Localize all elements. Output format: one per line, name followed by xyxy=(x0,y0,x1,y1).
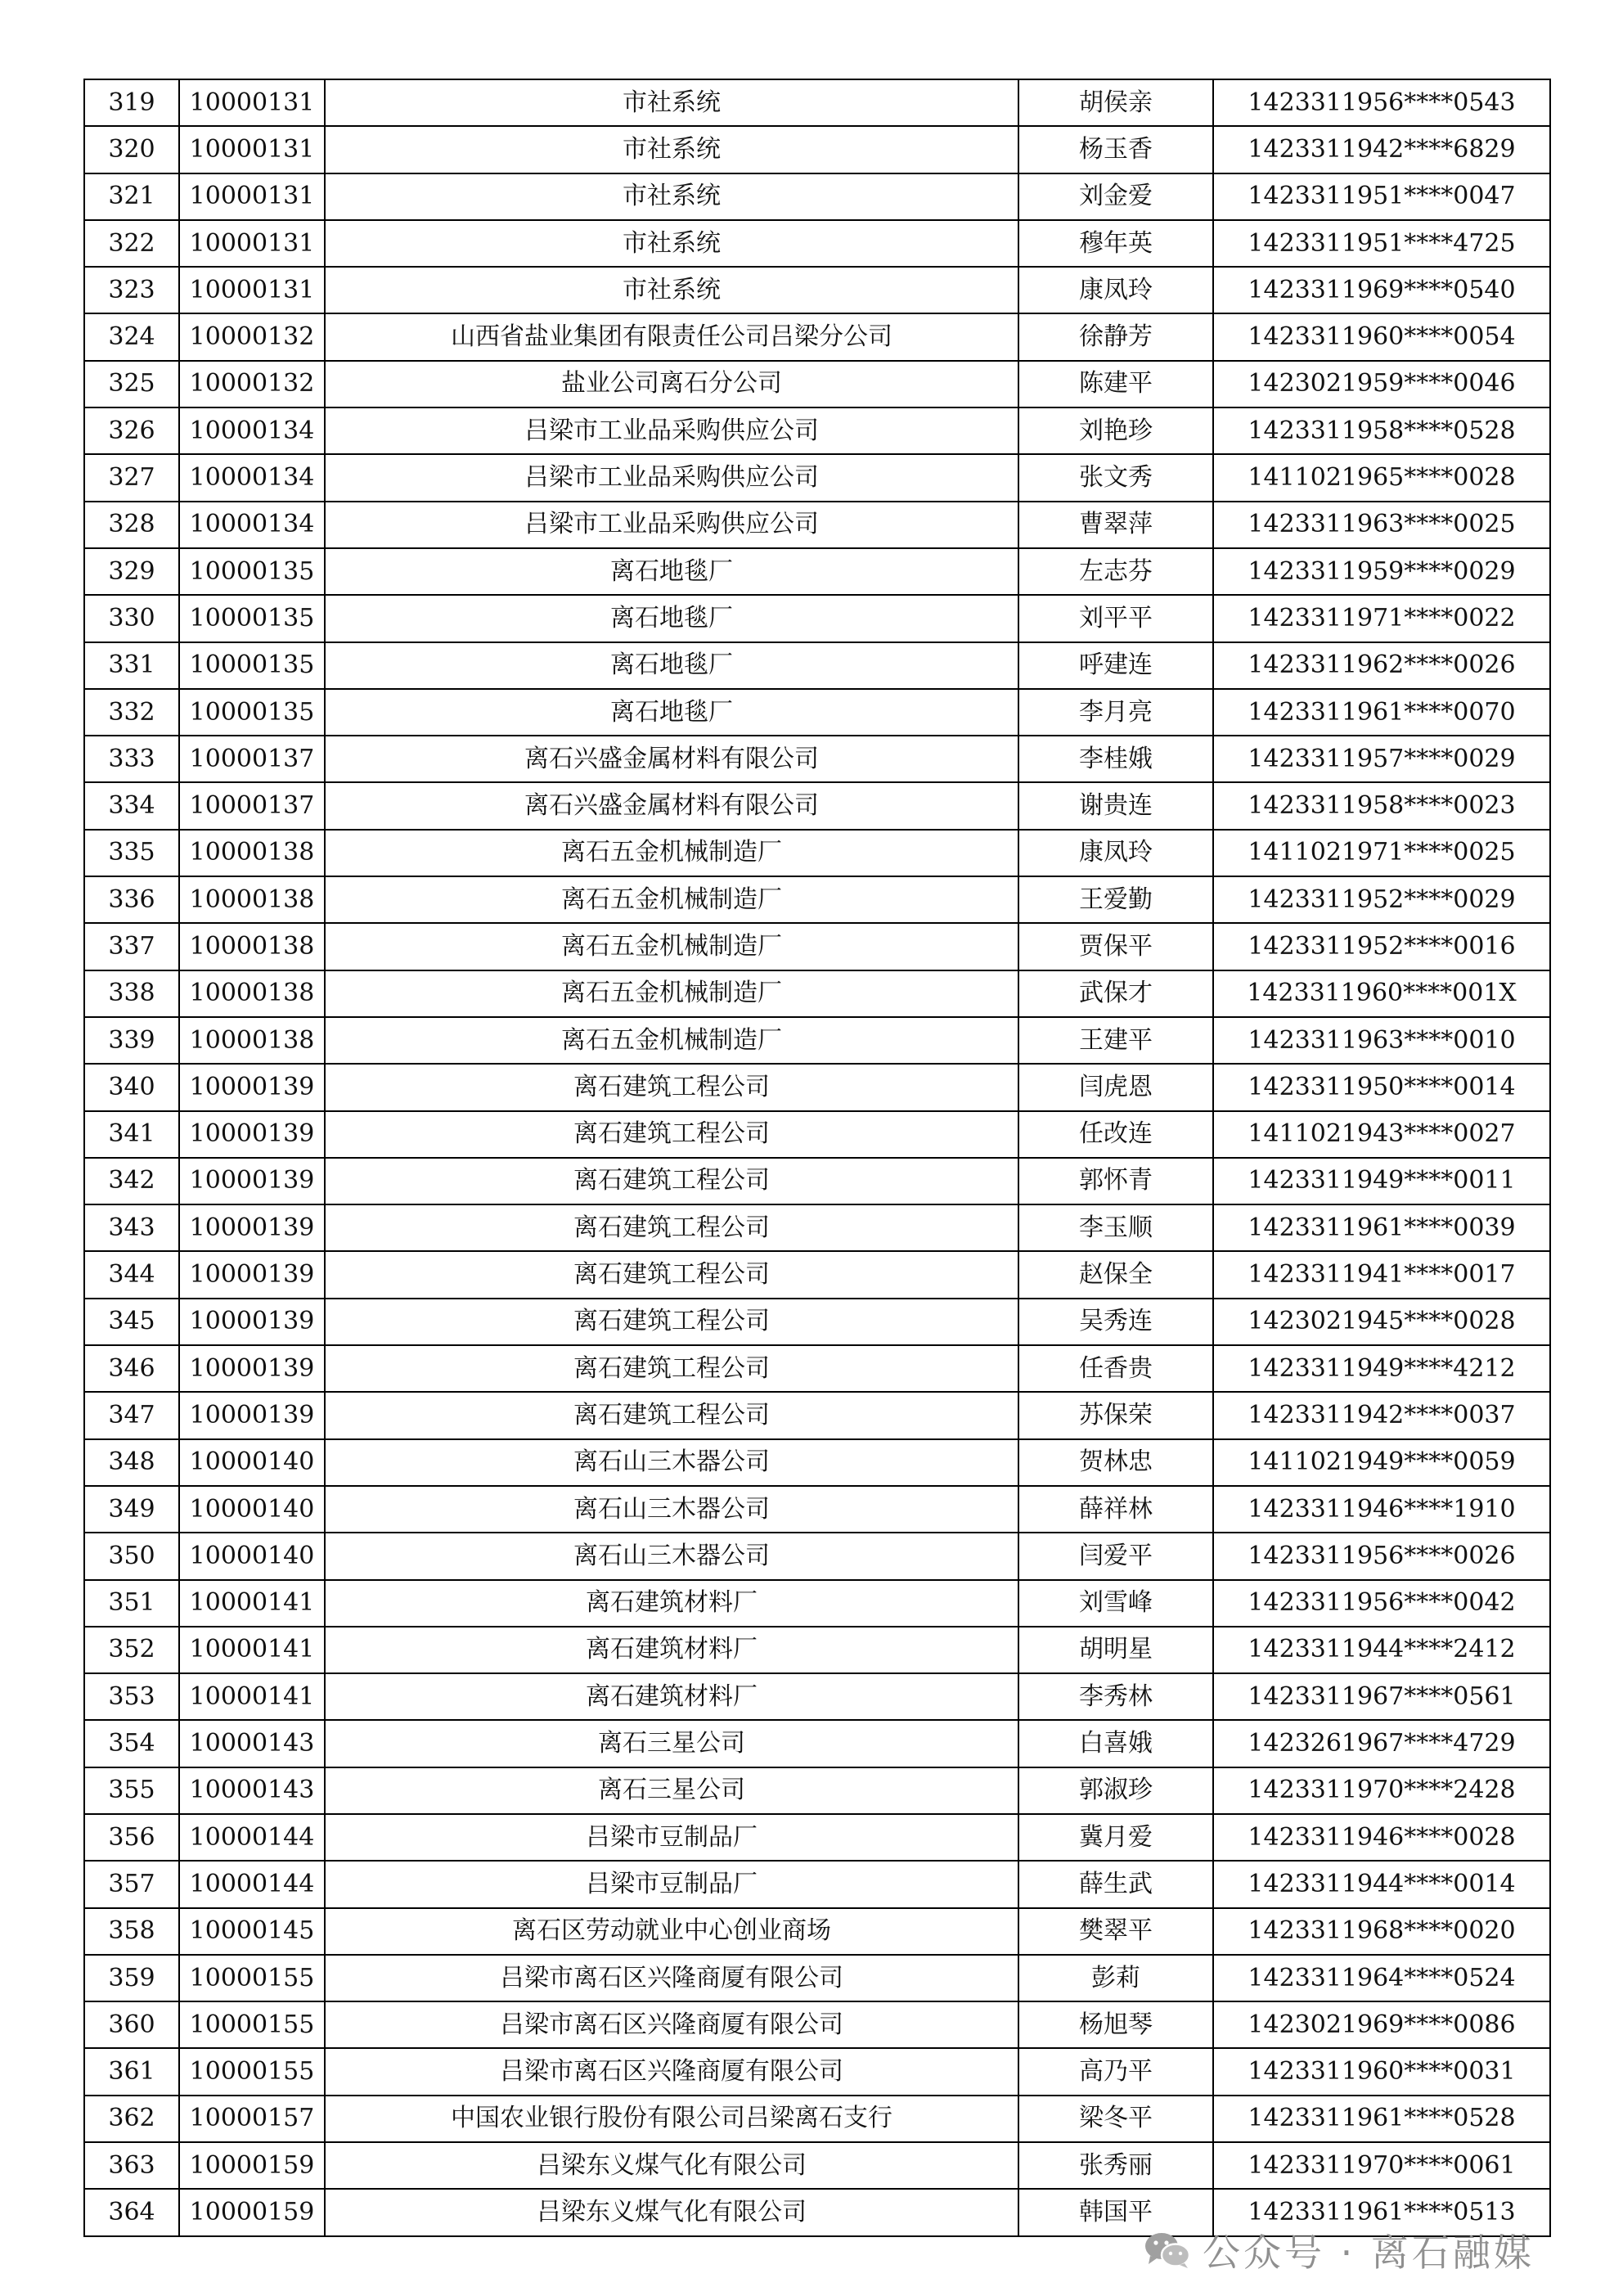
unit-code: 10000139 xyxy=(179,1158,325,1204)
unit-code: 10000143 xyxy=(179,1720,325,1767)
unit-code: 10000144 xyxy=(179,1814,325,1861)
unit-name: 市社系统 xyxy=(325,173,1018,220)
table-row xyxy=(84,1720,1550,1767)
row-index: 342 xyxy=(84,1158,179,1204)
unit-name: 离石建筑工程公司 xyxy=(325,1392,1018,1438)
table-row xyxy=(84,1533,1550,1579)
table-row xyxy=(84,1439,1550,1486)
id-number: 1423311960****001X xyxy=(1213,970,1550,1017)
person-name: 任改连 xyxy=(1018,1111,1213,1158)
id-number: 1423261967****4729 xyxy=(1213,1720,1550,1767)
person-name: 陈建平 xyxy=(1018,361,1213,407)
person-name: 穆年英 xyxy=(1018,220,1213,267)
id-number: 1423021969****0086 xyxy=(1213,2001,1550,2048)
row-index: 357 xyxy=(84,1861,179,1907)
unit-name: 离石建筑工程公司 xyxy=(325,1204,1018,1251)
table-row xyxy=(84,1486,1550,1533)
table-row xyxy=(84,502,1550,548)
table-row xyxy=(84,642,1550,689)
person-name: 刘金爱 xyxy=(1018,173,1213,220)
row-index: 339 xyxy=(84,1017,179,1064)
table-row xyxy=(84,689,1550,736)
id-number: 1423311952****0029 xyxy=(1213,876,1550,923)
unit-name: 离石五金机械制造厂 xyxy=(325,830,1018,876)
id-number: 1411021965****0028 xyxy=(1213,454,1550,501)
unit-code: 10000141 xyxy=(179,1673,325,1720)
row-index: 321 xyxy=(84,173,179,220)
table-row xyxy=(84,2142,1550,2189)
table-row xyxy=(84,970,1550,1017)
unit-name: 吕梁市离石区兴隆商厦有限公司 xyxy=(325,2048,1018,2095)
unit-name: 吕梁市离石区兴隆商厦有限公司 xyxy=(325,1955,1018,2001)
unit-code: 10000140 xyxy=(179,1439,325,1486)
unit-name: 吕梁市工业品采购供应公司 xyxy=(325,502,1018,548)
id-number: 1423311946****1910 xyxy=(1213,1486,1550,1533)
row-index: 356 xyxy=(84,1814,179,1861)
unit-name: 盐业公司离石分公司 xyxy=(325,361,1018,407)
watermark-text: 公众号 · 离石融媒 xyxy=(1203,2231,1535,2275)
id-number: 1423311951****0047 xyxy=(1213,173,1550,220)
row-index: 352 xyxy=(84,1627,179,1673)
id-number: 1423311962****0026 xyxy=(1213,642,1550,689)
id-number: 1411021949****0059 xyxy=(1213,1439,1550,1486)
row-index: 319 xyxy=(84,79,179,126)
unit-name: 离石地毯厂 xyxy=(325,595,1018,642)
table-row xyxy=(84,1251,1550,1298)
row-index: 331 xyxy=(84,642,179,689)
unit-name: 离石地毯厂 xyxy=(325,689,1018,736)
table-row xyxy=(84,2096,1550,2142)
table-row xyxy=(84,454,1550,501)
unit-name: 离石建筑工程公司 xyxy=(325,1111,1018,1158)
table-row xyxy=(84,548,1550,595)
person-name: 杨玉香 xyxy=(1018,126,1213,173)
person-name: 王爱勤 xyxy=(1018,876,1213,923)
id-number: 1423311961****0513 xyxy=(1213,2189,1550,2235)
row-index: 323 xyxy=(84,267,179,313)
id-number: 1423311967****0561 xyxy=(1213,1673,1550,1720)
person-name: 樊翠平 xyxy=(1018,1908,1213,1955)
person-name: 王建平 xyxy=(1018,1017,1213,1064)
row-index: 325 xyxy=(84,361,179,407)
id-number: 1423021959****0046 xyxy=(1213,361,1550,407)
person-name: 薛生武 xyxy=(1018,1861,1213,1907)
person-name: 白喜娥 xyxy=(1018,1720,1213,1767)
table-row xyxy=(84,267,1550,313)
id-number: 1423311942****6829 xyxy=(1213,126,1550,173)
unit-name: 离石三星公司 xyxy=(325,1767,1018,1814)
person-name: 杨旭琴 xyxy=(1018,2001,1213,2048)
unit-code: 10000141 xyxy=(179,1580,325,1627)
id-number: 1423311942****0037 xyxy=(1213,1392,1550,1438)
unit-name: 吕梁市豆制品厂 xyxy=(325,1814,1018,1861)
id-number: 1423311958****0023 xyxy=(1213,782,1550,829)
unit-name: 吕梁市工业品采购供应公司 xyxy=(325,407,1018,454)
row-index: 329 xyxy=(84,548,179,595)
row-index: 361 xyxy=(84,2048,179,2095)
unit-code: 10000140 xyxy=(179,1533,325,1579)
id-number: 1423311956****0042 xyxy=(1213,1580,1550,1627)
row-index: 340 xyxy=(84,1064,179,1110)
table-row xyxy=(84,830,1550,876)
unit-code: 10000131 xyxy=(179,267,325,313)
id-number: 1411021971****0025 xyxy=(1213,830,1550,876)
unit-name: 离石建筑材料厂 xyxy=(325,1627,1018,1673)
table-row xyxy=(84,1204,1550,1251)
id-number: 1423311968****0020 xyxy=(1213,1908,1550,1955)
row-index: 320 xyxy=(84,126,179,173)
id-number: 1423311952****0016 xyxy=(1213,923,1550,970)
person-name: 贾保平 xyxy=(1018,923,1213,970)
unit-code: 10000132 xyxy=(179,313,325,360)
person-name: 康凤玲 xyxy=(1018,267,1213,313)
id-number: 1423311964****0524 xyxy=(1213,1955,1550,2001)
row-index: 363 xyxy=(84,2142,179,2189)
unit-code: 10000135 xyxy=(179,642,325,689)
row-index: 326 xyxy=(84,407,179,454)
id-number: 1423311957****0029 xyxy=(1213,736,1550,782)
unit-name: 离石三星公司 xyxy=(325,1720,1018,1767)
watermark xyxy=(1144,2226,1535,2275)
table-row xyxy=(84,1064,1550,1110)
person-name: 李月亮 xyxy=(1018,689,1213,736)
person-name: 刘艳珍 xyxy=(1018,407,1213,454)
row-index: 346 xyxy=(84,1345,179,1392)
unit-name: 离石区劳动就业中心创业商场 xyxy=(325,1908,1018,1955)
unit-code: 10000134 xyxy=(179,502,325,548)
unit-name: 离石建筑材料厂 xyxy=(325,1580,1018,1627)
roster-table xyxy=(83,79,1551,2237)
row-index: 350 xyxy=(84,1533,179,1579)
table-row xyxy=(84,1627,1550,1673)
row-index: 349 xyxy=(84,1486,179,1533)
unit-code: 10000138 xyxy=(179,1017,325,1064)
unit-name: 离石建筑工程公司 xyxy=(325,1345,1018,1392)
unit-name: 离石山三木器公司 xyxy=(325,1439,1018,1486)
unit-code: 10000131 xyxy=(179,79,325,126)
person-name: 武保才 xyxy=(1018,970,1213,1017)
unit-code: 10000139 xyxy=(179,1204,325,1251)
id-number: 1423311960****0054 xyxy=(1213,313,1550,360)
row-index: 322 xyxy=(84,220,179,267)
table-row xyxy=(84,313,1550,360)
id-number: 1423311961****0039 xyxy=(1213,1204,1550,1251)
unit-name: 吕梁市离石区兴隆商厦有限公司 xyxy=(325,2001,1018,2048)
table-row xyxy=(84,220,1550,267)
unit-name: 离石山三木器公司 xyxy=(325,1533,1018,1579)
id-number: 1423311951****4725 xyxy=(1213,220,1550,267)
table-row xyxy=(84,923,1550,970)
row-index: 345 xyxy=(84,1299,179,1345)
unit-code: 10000134 xyxy=(179,407,325,454)
unit-code: 10000139 xyxy=(179,1064,325,1110)
id-number: 1423311961****0528 xyxy=(1213,2096,1550,2142)
id-number: 1411021943****0027 xyxy=(1213,1111,1550,1158)
person-name: 韩国平 xyxy=(1018,2189,1213,2235)
id-number: 1423311944****2412 xyxy=(1213,1627,1550,1673)
unit-name: 离石兴盛金属材料有限公司 xyxy=(325,736,1018,782)
row-index: 360 xyxy=(84,2001,179,2048)
unit-name: 市社系统 xyxy=(325,79,1018,126)
unit-code: 10000138 xyxy=(179,923,325,970)
id-number: 1423311970****0061 xyxy=(1213,2142,1550,2189)
unit-code: 10000135 xyxy=(179,548,325,595)
table-row xyxy=(84,1299,1550,1345)
id-number: 1423311941****0017 xyxy=(1213,1251,1550,1298)
unit-code: 10000131 xyxy=(179,220,325,267)
person-name: 康凤玲 xyxy=(1018,830,1213,876)
row-index: 336 xyxy=(84,876,179,923)
unit-code: 10000157 xyxy=(179,2096,325,2142)
person-name: 任香贵 xyxy=(1018,1345,1213,1392)
id-number: 1423311950****0014 xyxy=(1213,1064,1550,1110)
unit-name: 离石五金机械制造厂 xyxy=(325,1017,1018,1064)
row-index: 327 xyxy=(84,454,179,501)
row-index: 348 xyxy=(84,1439,179,1486)
unit-name: 吕梁东义煤气化有限公司 xyxy=(325,2142,1018,2189)
unit-code: 10000131 xyxy=(179,173,325,220)
unit-name: 市社系统 xyxy=(325,267,1018,313)
table-row xyxy=(84,126,1550,173)
person-name: 薛祥林 xyxy=(1018,1486,1213,1533)
table-row xyxy=(84,1580,1550,1627)
unit-code: 10000135 xyxy=(179,595,325,642)
unit-code: 10000139 xyxy=(179,1299,325,1345)
table-row xyxy=(84,2048,1550,2095)
person-name: 刘平平 xyxy=(1018,595,1213,642)
unit-name: 离石五金机械制造厂 xyxy=(325,876,1018,923)
person-name: 吴秀连 xyxy=(1018,1299,1213,1345)
unit-name: 离石建筑材料厂 xyxy=(325,1673,1018,1720)
unit-code: 10000155 xyxy=(179,2048,325,2095)
id-number: 1423021945****0028 xyxy=(1213,1299,1550,1345)
id-number: 1423311963****0010 xyxy=(1213,1017,1550,1064)
unit-code: 10000140 xyxy=(179,1486,325,1533)
unit-code: 10000139 xyxy=(179,1111,325,1158)
unit-name: 吕梁市工业品采购供应公司 xyxy=(325,454,1018,501)
unit-name: 离石兴盛金属材料有限公司 xyxy=(325,782,1018,829)
unit-code: 10000143 xyxy=(179,1767,325,1814)
unit-code: 10000155 xyxy=(179,2001,325,2048)
row-index: 355 xyxy=(84,1767,179,1814)
id-number: 1423311958****0528 xyxy=(1213,407,1550,454)
unit-code: 10000139 xyxy=(179,1345,325,1392)
id-number: 1423311963****0025 xyxy=(1213,502,1550,548)
id-number: 1423311949****4212 xyxy=(1213,1345,1550,1392)
row-index: 334 xyxy=(84,782,179,829)
person-name: 李秀林 xyxy=(1018,1673,1213,1720)
person-name: 闫爱平 xyxy=(1018,1533,1213,1579)
person-name: 李桂娥 xyxy=(1018,736,1213,782)
row-index: 333 xyxy=(84,736,179,782)
row-index: 335 xyxy=(84,830,179,876)
person-name: 赵保全 xyxy=(1018,1251,1213,1298)
table-row xyxy=(84,1861,1550,1907)
row-index: 359 xyxy=(84,1955,179,2001)
person-name: 闫虎恩 xyxy=(1018,1064,1213,1110)
table-row xyxy=(84,1111,1550,1158)
unit-code: 10000134 xyxy=(179,454,325,501)
table-row xyxy=(84,1908,1550,1955)
table-row xyxy=(84,361,1550,407)
id-number: 1423311971****0022 xyxy=(1213,595,1550,642)
id-number: 1423311969****0540 xyxy=(1213,267,1550,313)
unit-name: 中国农业银行股份有限公司吕梁离石支行 xyxy=(325,2096,1018,2142)
unit-code: 10000138 xyxy=(179,970,325,1017)
person-name: 冀月爱 xyxy=(1018,1814,1213,1861)
table-row xyxy=(84,1955,1550,2001)
person-name: 郭淑珍 xyxy=(1018,1767,1213,1814)
person-name: 胡明星 xyxy=(1018,1627,1213,1673)
table-row xyxy=(84,1017,1550,1064)
person-name: 彭莉 xyxy=(1018,1955,1213,2001)
id-number: 1423311944****0014 xyxy=(1213,1861,1550,1907)
person-name: 贺林忠 xyxy=(1018,1439,1213,1486)
unit-name: 离石五金机械制造厂 xyxy=(325,923,1018,970)
unit-code: 10000137 xyxy=(179,782,325,829)
row-index: 351 xyxy=(84,1580,179,1627)
table-row xyxy=(84,1673,1550,1720)
unit-name: 离石五金机械制造厂 xyxy=(325,970,1018,1017)
table-row xyxy=(84,1345,1550,1392)
unit-code: 10000139 xyxy=(179,1251,325,1298)
row-index: 338 xyxy=(84,970,179,1017)
table-row xyxy=(84,173,1550,220)
unit-code: 10000137 xyxy=(179,736,325,782)
table-row xyxy=(84,2001,1550,2048)
id-number: 1423311959****0029 xyxy=(1213,548,1550,595)
id-number: 1423311960****0031 xyxy=(1213,2048,1550,2095)
unit-code: 10000131 xyxy=(179,126,325,173)
unit-name: 山西省盐业集团有限责任公司吕梁分公司 xyxy=(325,313,1018,360)
unit-code: 10000139 xyxy=(179,1392,325,1438)
person-name: 呼建连 xyxy=(1018,642,1213,689)
row-index: 354 xyxy=(84,1720,179,1767)
table-row xyxy=(84,1158,1550,1204)
person-name: 曹翠萍 xyxy=(1018,502,1213,548)
row-index: 328 xyxy=(84,502,179,548)
person-name: 左志芬 xyxy=(1018,548,1213,595)
row-index: 343 xyxy=(84,1204,179,1251)
row-index: 347 xyxy=(84,1392,179,1438)
person-name: 苏保荣 xyxy=(1018,1392,1213,1438)
id-number: 1423311970****2428 xyxy=(1213,1767,1550,1814)
id-number: 1423311946****0028 xyxy=(1213,1814,1550,1861)
row-index: 353 xyxy=(84,1673,179,1720)
unit-name: 离石地毯厂 xyxy=(325,642,1018,689)
id-number: 1423311961****0070 xyxy=(1213,689,1550,736)
unit-name: 离石地毯厂 xyxy=(325,548,1018,595)
person-name: 刘雪峰 xyxy=(1018,1580,1213,1627)
row-index: 337 xyxy=(84,923,179,970)
person-name: 张文秀 xyxy=(1018,454,1213,501)
row-index: 362 xyxy=(84,2096,179,2142)
row-index: 324 xyxy=(84,313,179,360)
unit-name: 市社系统 xyxy=(325,126,1018,173)
unit-code: 10000155 xyxy=(179,1955,325,2001)
unit-code: 10000132 xyxy=(179,361,325,407)
row-index: 332 xyxy=(84,689,179,736)
unit-name: 市社系统 xyxy=(325,220,1018,267)
unit-code: 10000138 xyxy=(179,876,325,923)
row-index: 341 xyxy=(84,1111,179,1158)
unit-name: 离石建筑工程公司 xyxy=(325,1158,1018,1204)
unit-name: 离石山三木器公司 xyxy=(325,1486,1018,1533)
person-name: 梁冬平 xyxy=(1018,2096,1213,2142)
id-number: 1423311956****0543 xyxy=(1213,79,1550,126)
person-name: 徐静芳 xyxy=(1018,313,1213,360)
person-name: 胡侯亲 xyxy=(1018,79,1213,126)
table-row xyxy=(84,79,1550,126)
table-row xyxy=(84,1392,1550,1438)
wechat-icon xyxy=(1144,2231,1191,2269)
unit-name: 吕梁东义煤气化有限公司 xyxy=(325,2189,1018,2235)
person-name: 李玉顺 xyxy=(1018,1204,1213,1251)
unit-name: 离石建筑工程公司 xyxy=(325,1299,1018,1345)
table-row xyxy=(84,595,1550,642)
roster-table-body xyxy=(84,79,1550,2236)
person-name: 张秀丽 xyxy=(1018,2142,1213,2189)
row-index: 330 xyxy=(84,595,179,642)
row-index: 364 xyxy=(84,2189,179,2235)
unit-code: 10000159 xyxy=(179,2189,325,2235)
unit-code: 10000138 xyxy=(179,830,325,876)
table-row xyxy=(84,1767,1550,1814)
row-index: 358 xyxy=(84,1908,179,1955)
unit-code: 10000159 xyxy=(179,2142,325,2189)
unit-name: 吕梁市豆制品厂 xyxy=(325,1861,1018,1907)
person-name: 郭怀青 xyxy=(1018,1158,1213,1204)
table-row xyxy=(84,782,1550,829)
unit-code: 10000135 xyxy=(179,689,325,736)
id-number: 1423311956****0026 xyxy=(1213,1533,1550,1579)
person-name: 谢贵连 xyxy=(1018,782,1213,829)
table-row xyxy=(84,736,1550,782)
person-name: 高乃平 xyxy=(1018,2048,1213,2095)
table-row xyxy=(84,1814,1550,1861)
id-number: 1423311949****0011 xyxy=(1213,1158,1550,1204)
unit-code: 10000141 xyxy=(179,1627,325,1673)
unit-name: 离石建筑工程公司 xyxy=(325,1251,1018,1298)
unit-code: 10000144 xyxy=(179,1861,325,1907)
table-row xyxy=(84,876,1550,923)
table-row xyxy=(84,407,1550,454)
row-index: 344 xyxy=(84,1251,179,1298)
unit-code: 10000145 xyxy=(179,1908,325,1955)
unit-name: 离石建筑工程公司 xyxy=(325,1064,1018,1110)
